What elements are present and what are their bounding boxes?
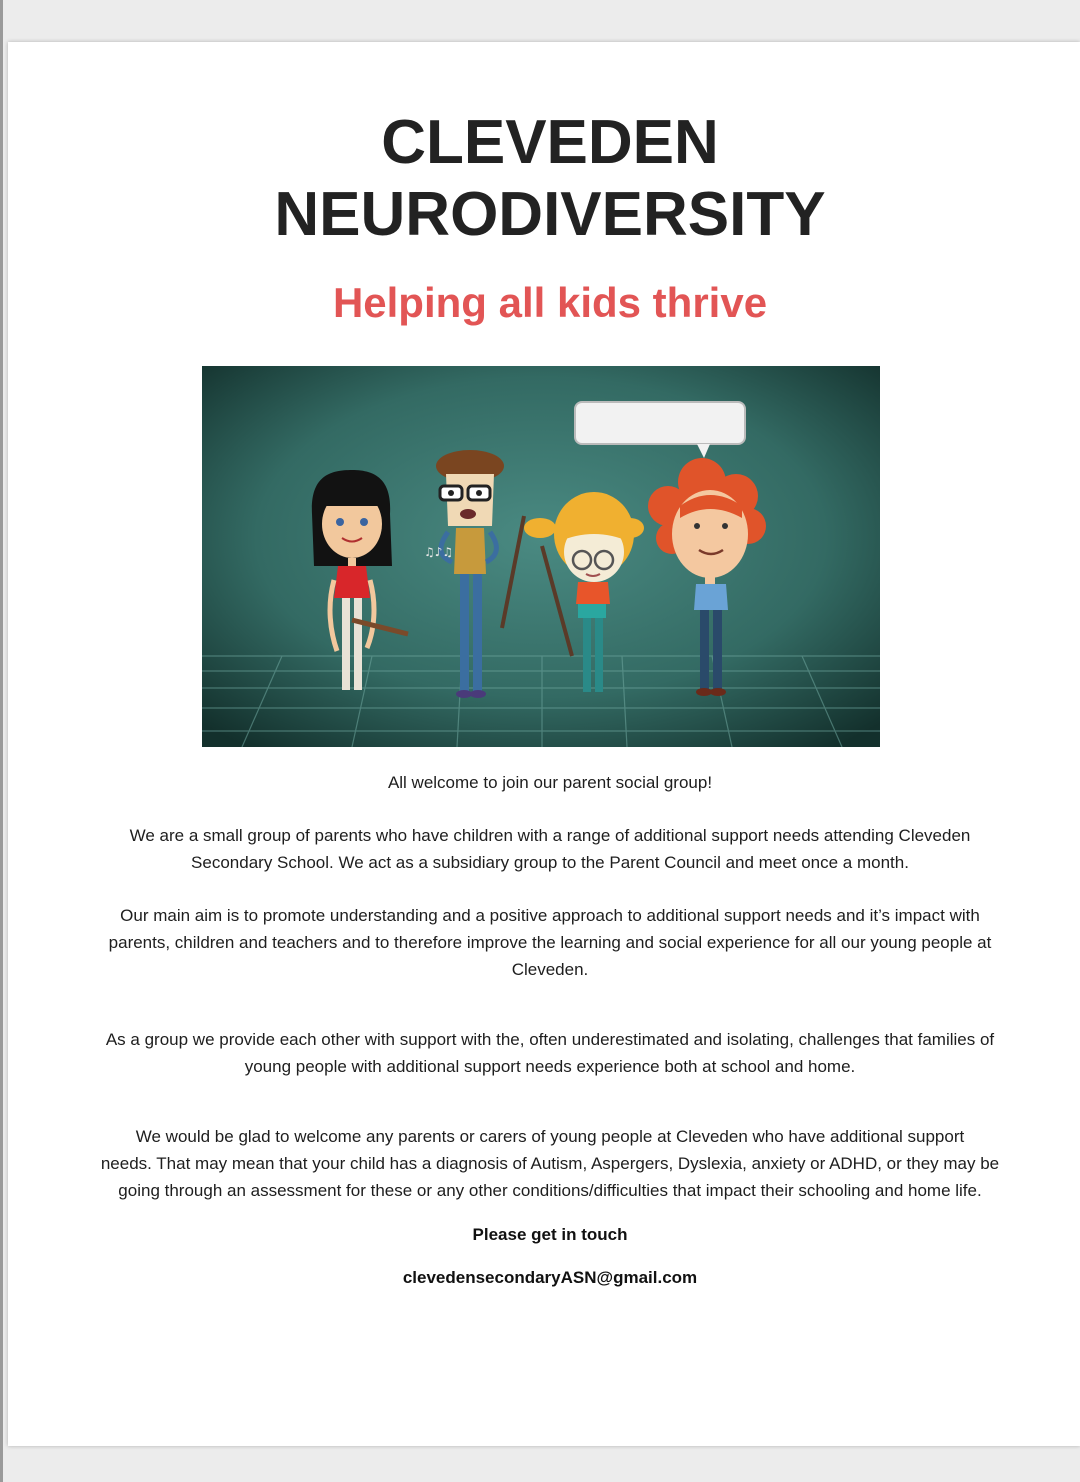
chalkboard-background — [202, 366, 880, 747]
para3-line1: As a group we provide each other with support with the, often underestimated and isolating, challenges that families of — [105, 1030, 995, 1049]
para2-line3: Cleveden. — [511, 960, 589, 979]
intro-line: All welcome to join our parent social group! — [387, 773, 713, 792]
para2-line2: parents, children and teachers and to therefore improve the learning and social experience for all our young people at — [108, 933, 992, 952]
para4-line2: needs. That may mean that your child has a diagnosis of Autism, Aspergers, Dyslexia, anxiety or ADHD, or they may be — [100, 1154, 1000, 1173]
contact-email[interactable]: clevedensecondaryASN@gmail.com — [402, 1268, 698, 1287]
para3-line2: young people with additional support needs experience both at school and home. — [244, 1057, 856, 1076]
para1-line1: We are a small group of parents who have children with a range of additional support needs attending Cleveden — [129, 826, 971, 845]
para2-line1: Our main aim is to promote understanding and a positive approach to additional support needs and it’s impact with — [120, 906, 980, 925]
para1-line2: Secondary School. We act as a subsidiary group to the Parent Council and meet once a month. — [191, 853, 909, 872]
tagline: Helping all kids thrive — [332, 279, 768, 326]
para4-line3: going through an assessment for these or any other conditions/difficulties that impact their schooling and home life. — [118, 1181, 982, 1200]
contact-heading: Please get in touch — [472, 1225, 628, 1244]
music-notes: ♫♪♫ — [424, 545, 454, 559]
page-title-line-2: NEURODIVERSITY — [274, 180, 826, 249]
page-title-line-1: CLEVEDEN — [381, 108, 719, 177]
kids-illustration — [202, 366, 880, 747]
para4-line1: We would be glad to welcome any parents or carers of young people at Cleveden who have additional support — [135, 1127, 965, 1146]
